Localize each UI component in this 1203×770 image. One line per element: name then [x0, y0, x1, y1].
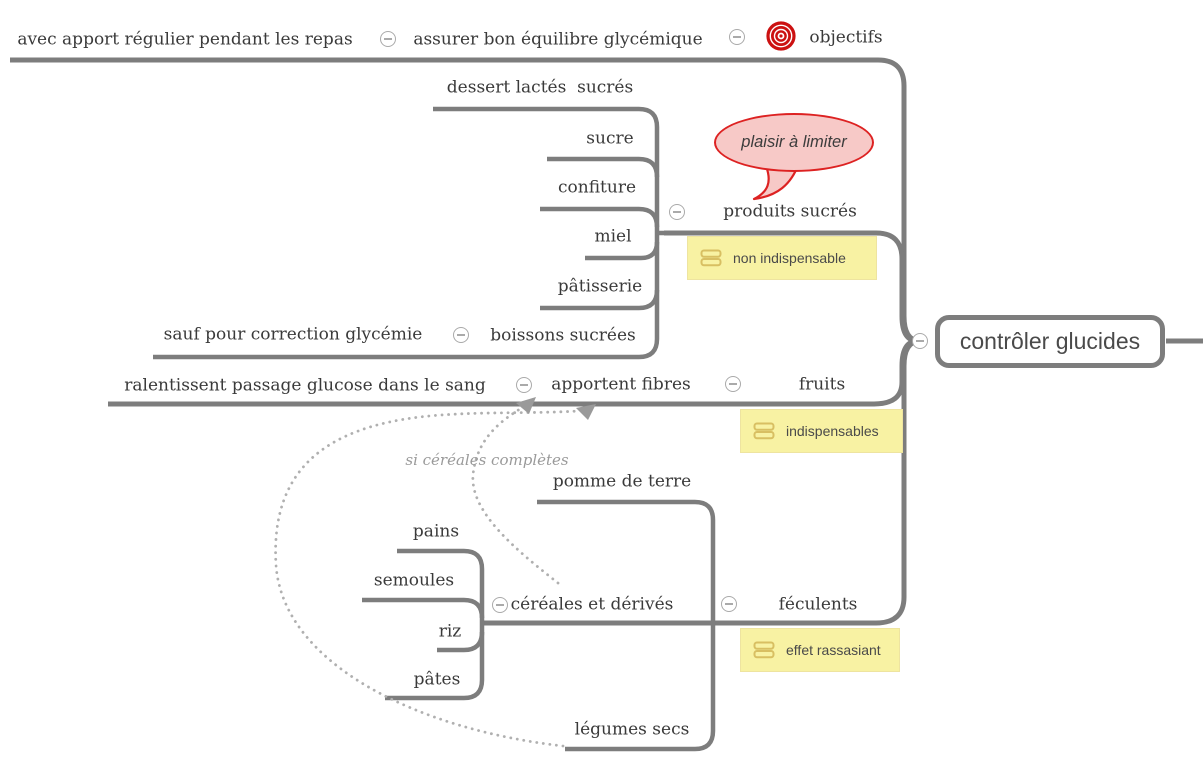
note-label: non indispensable [733, 250, 846, 266]
node-produits-sucres[interactable]: produits sucrés [723, 201, 857, 222]
minus-icon [673, 211, 681, 213]
link-arrowheads [516, 397, 596, 420]
note-label: effet rassasiant [786, 642, 881, 658]
minus-icon [384, 38, 392, 40]
node-sauf[interactable]: sauf pour correction glycémie [163, 324, 423, 345]
minus-icon [916, 340, 924, 342]
node-feculents[interactable]: féculents [778, 594, 858, 615]
note-fruits [740, 409, 903, 453]
bubble-label: plaisir à limiter [741, 133, 847, 151]
node-legumes[interactable]: légumes secs [574, 719, 690, 740]
minus-icon [725, 603, 733, 605]
node-pomme[interactable]: pomme de terre [552, 471, 692, 492]
node-assurer[interactable]: assurer bon équilibre glycémique [413, 29, 703, 50]
attribute-rows-icon [753, 641, 775, 659]
target-bullseye-icon [766, 21, 796, 55]
note-feculents [740, 628, 900, 672]
minus-icon [729, 383, 737, 385]
collapse-button-feculents[interactable] [721, 596, 737, 612]
node-apportent[interactable]: apportent fibres [551, 374, 691, 395]
node-dessert[interactable]: dessert lactés sucrés [446, 77, 634, 98]
attribute-rows-icon [700, 249, 722, 267]
node-riz[interactable]: riz [438, 621, 462, 642]
root-label: contrôler glucides [959, 328, 1141, 354]
root-node[interactable] [935, 315, 1165, 368]
node-objectifs[interactable]: objectifs [809, 27, 883, 48]
minus-icon [733, 36, 741, 38]
node-fruits[interactable]: fruits [798, 374, 846, 395]
note-produits-sucres [687, 236, 877, 280]
collapse-button-fruits[interactable] [725, 376, 741, 392]
collapse-button-avec-apport[interactable] [380, 31, 396, 47]
node-confiture[interactable]: confiture [557, 177, 637, 198]
node-semoules[interactable]: semoules [373, 570, 455, 591]
minus-icon [496, 604, 504, 606]
node-cereales[interactable]: céréales et dérivés [510, 594, 674, 615]
minus-icon [520, 384, 528, 386]
node-pains[interactable]: pains [412, 521, 460, 542]
collapse-button-assurer[interactable] [729, 29, 745, 45]
node-boissons[interactable]: boissons sucrées [490, 325, 636, 346]
node-pates[interactable]: pâtes [413, 669, 461, 690]
collapse-button-root[interactable] [912, 333, 928, 349]
collapse-button-cereales[interactable] [492, 597, 508, 613]
collapse-button-apportent[interactable] [516, 377, 532, 393]
minus-icon [457, 334, 465, 336]
node-patisserie[interactable]: pâtisserie [557, 276, 643, 297]
node-ralentissent[interactable]: ralentissent passage glucose dans le sang [124, 375, 486, 396]
collapse-button-boissons[interactable] [453, 327, 469, 343]
bubble-plaisir-a-limiter [714, 113, 874, 172]
node-sucre[interactable]: sucre [586, 128, 634, 149]
collapse-button-produits[interactable] [669, 204, 685, 220]
node-avec-apport[interactable]: avec apport régulier pendant les repas [17, 29, 353, 50]
attribute-rows-icon [753, 422, 775, 440]
link-label-si-cereales: si céréales complètes [405, 451, 569, 469]
node-miel[interactable]: miel [594, 226, 632, 247]
note-label: indispensables [786, 423, 879, 439]
